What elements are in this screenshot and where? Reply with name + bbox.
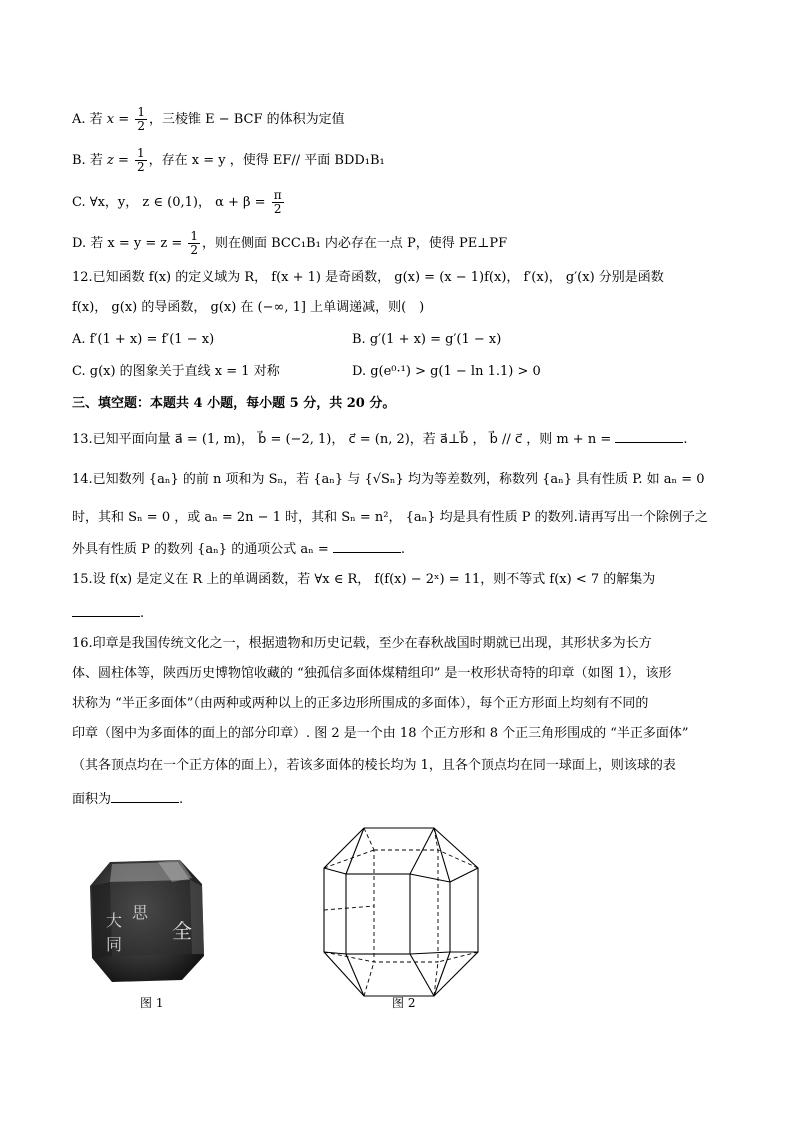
q11-option-d: D. 若 x = y = z = $\frac{1}{2}$ ，则在侧面 BCC₁B₁ 内必存在一点 P，使得 PE⊥PF <box>72 229 508 257</box>
q15-line1: 15.设 f(x) 是定义在 R 上的单调函数，若 ∀x ∈ R， f(f(x) − 2ˣ) = 11，则不等式 f(x) < 7 的解集为 <box>72 572 656 587</box>
figure-1-caption: 图 1 <box>140 996 164 1010</box>
q15-line2: . <box>72 602 144 624</box>
seal-char-3: 同 <box>106 935 123 954</box>
q16-line1: 16.印章是我国传统文化之一，根据遗物和历史记载，至少在春秋战国时期就已出现，其形状多为长方 <box>72 636 652 651</box>
q16-answer-blank <box>111 788 179 803</box>
q16-line2: 体、圆柱体等，陕西历史博物馆收藏的 “独孤信多面体煤精组印” 是一枚形状奇特的印章（如图 1），该形 <box>72 666 672 681</box>
seal-photo-image <box>88 856 206 984</box>
q12-option-a: A. f′(1 + x) = f′(1 − x) <box>72 332 215 347</box>
q14-line3: 外具有性质 P 的数列 {aₙ} 的通项公式 aₙ = . <box>72 538 405 560</box>
q12-option-c: C. g(x) 的图象关于直线 x = 1 对称 <box>72 364 280 379</box>
q13: 13.已知平面向量 a⃗ = (1, m)， b⃗ = (−2, 1)， c⃗ = (n, 2)，若 a⃗⊥b⃗ ， b⃗ // c⃗ ，则 m + n = . <box>72 428 688 450</box>
q15-answer-blank <box>72 602 140 617</box>
q12-option-d: D. g(e⁰·¹) > g(1 − ln 1.1) > 0 <box>352 364 541 379</box>
q11-option-b: B. 若 z = $\frac{1}{2}$ ，存在 x = y ，使得 EF// 平面 BDD₁B₁ <box>72 146 385 174</box>
q16-line3: 状称为 “半正多面体”（由两种或两种以上的正多边形所围成的多面体），每个正方形面上均刻有不同的 <box>72 696 649 711</box>
q12-stem-line2: f(x)， g(x) 的导函数， g(x) 在 (−∞, 1] 上单调递减，则( ) <box>72 300 425 315</box>
q11-option-a: A. 若 x = $\frac{1}{2}$ ，三棱锥 E − BCF 的体积为定值 <box>72 105 345 133</box>
polyhedron-diagram <box>318 824 480 1000</box>
q16-line6: 面积为 . <box>72 788 183 810</box>
seal-char-4: 全 <box>172 919 192 943</box>
figure-2-caption: 图 2 <box>392 996 416 1010</box>
q12-option-b: B. g′(1 + x) = g′(1 − x) <box>352 332 502 347</box>
q12-stem-line1: 12.已知函数 f(x) 的定义域为 R， f(x + 1) 是奇函数， g(x) = (x − 1)f(x)， f′(x)， g′(x) 分别是函数 <box>72 270 664 285</box>
q11-option-c: C. ∀x，y， z ∈ (0,1)， α + β = $\frac{\pi}{2}$ <box>72 188 282 216</box>
seal-char-2: 思 <box>132 903 149 922</box>
seal-char-1: 大 <box>106 911 123 930</box>
q14-answer-blank <box>333 538 401 553</box>
q13-answer-blank <box>615 428 683 443</box>
q16-line4: 印章（图中为多面体的面上的部分印章）. 图 2 是一个由 18 个正方形和 8 个正三角形围成的 “半正多面体” <box>72 726 689 741</box>
q16-line5: （其各顶点均在一个正方体的面上），若该多面体的棱长均为 1，且各个顶点均在同一球面上，则该球的表 <box>72 758 676 773</box>
section-heading: 三、填空题：本题共 4 小题，每小题 5 分，共 20 分。 <box>72 396 396 411</box>
q14-line1: 14.已知数列 {aₙ} 的前 n 项和为 Sₙ，若 {aₙ} 与 {√Sₙ} 均为等差数列，称数列 {aₙ} 具有性质 P. 如 aₙ = 0 <box>72 472 705 487</box>
q14-line2: 时，其和 Sₙ = 0 ，或 aₙ = 2n − 1 时，其和 Sₙ = n²， {aₙ} 均是具有性质 P 的数列.请再写出一个除例子之 <box>72 510 708 525</box>
